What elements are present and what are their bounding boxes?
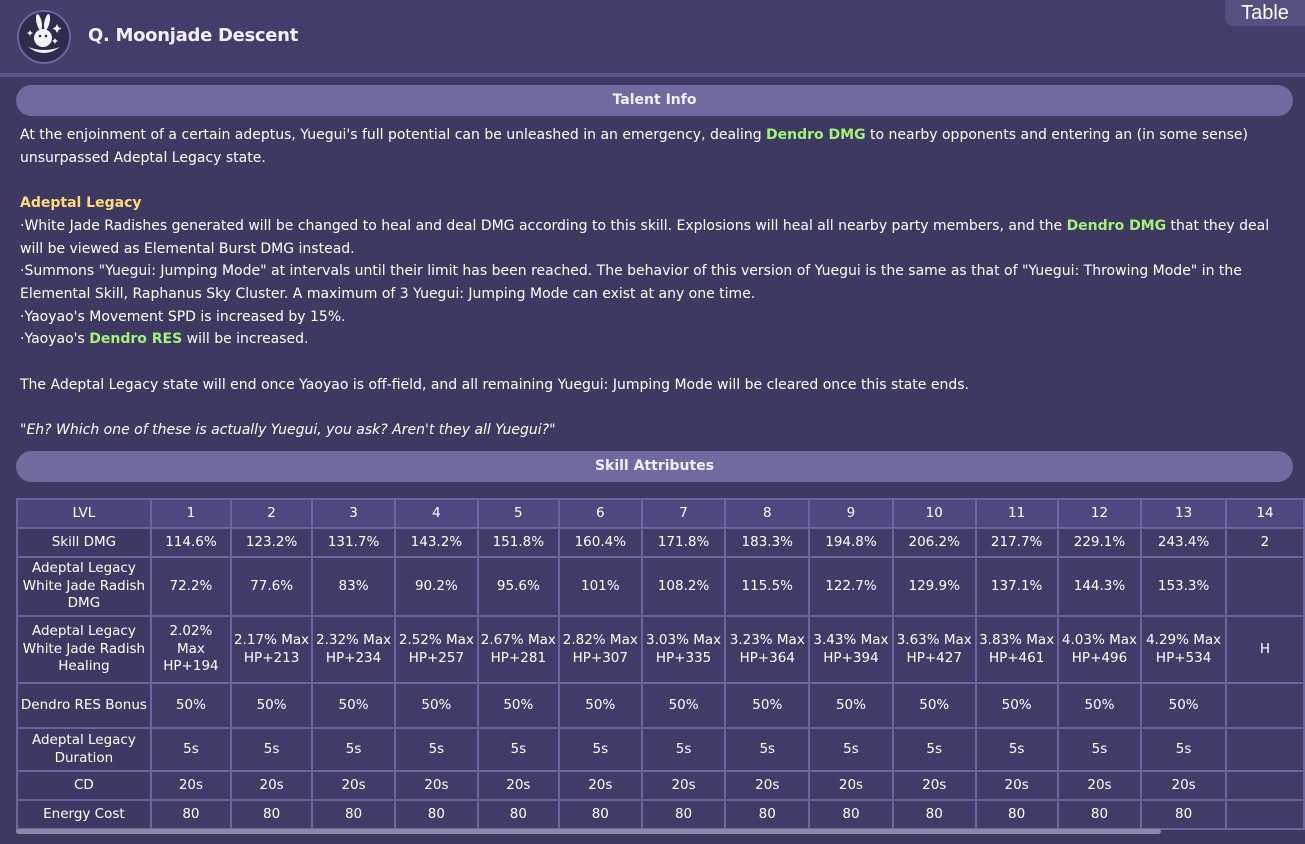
table-cell: 5s xyxy=(893,728,976,771)
table-header-row xyxy=(17,499,1304,528)
table-row xyxy=(17,771,1304,800)
table-cell: 131.7% xyxy=(312,528,395,557)
level-header-cell: 10 xyxy=(893,499,976,528)
table-cell: 50% xyxy=(1141,683,1226,728)
table-cell: 5s xyxy=(1141,728,1226,771)
table-cell: 72.2% xyxy=(151,557,231,616)
table-cell: 20s xyxy=(312,771,395,800)
table-cell: 217.7% xyxy=(976,528,1058,557)
table-cell: 20s xyxy=(151,771,231,800)
table-cell: 80 xyxy=(809,800,893,829)
skill-attributes-table-container[interactable] xyxy=(16,498,1305,830)
table-cell: 20s xyxy=(893,771,976,800)
dendro-res-keyword: Dendro RES xyxy=(89,331,183,348)
table-cell: 114.6% xyxy=(151,528,231,557)
bullet-4-text-end: will be increased. xyxy=(182,331,309,348)
talent-description xyxy=(20,124,1290,442)
table-cell xyxy=(1226,771,1304,800)
table-cell xyxy=(1226,800,1304,829)
table-cell: 50% xyxy=(1058,683,1142,728)
skill-attributes-table xyxy=(16,498,1305,830)
table-cell: 5s xyxy=(312,728,395,771)
legacy-bullet-2: ·Summons "Yuegui: Jumping Mode" at intervals until their limit has been reached. The behavior of this version of Yuegui is the same as that of "Yuegui: Throwing Mode" in the Elemental Skill, Raphanus Sky Cluster. A maximum of 3 Yuegui: Jumping Mode can exist at any one time. xyxy=(20,263,1242,302)
table-cell: 5s xyxy=(642,728,726,771)
horizontal-scrollbar[interactable] xyxy=(16,829,1161,834)
level-header-cell: 13 xyxy=(1141,499,1226,528)
table-cell: 80 xyxy=(559,800,642,829)
talent-paragraph-intro xyxy=(20,124,1290,169)
skill-attributes-heading: Skill Attributes xyxy=(16,451,1293,482)
table-cell: 83% xyxy=(312,557,395,616)
table-cell: 151.8% xyxy=(478,528,559,557)
adeptal-legacy-heading: Adeptal Legacy xyxy=(20,195,142,212)
level-header-cell: 7 xyxy=(642,499,726,528)
table-cell: 20s xyxy=(976,771,1058,800)
row-label: CD xyxy=(17,771,151,800)
row-label: Skill DMG xyxy=(17,528,151,557)
table-cell: 50% xyxy=(151,683,231,728)
table-cell: 20s xyxy=(1141,771,1226,800)
row-label: Adeptal Legacy White Jade Radish DMG xyxy=(17,557,151,616)
level-header-cell: 9 xyxy=(809,499,893,528)
table-cell: 5s xyxy=(809,728,893,771)
bullet-1-text-end: that they deal will be viewed as Elemental Burst DMG instead. xyxy=(20,217,1270,257)
table-cell: 153.3% xyxy=(1141,557,1226,616)
table-row xyxy=(17,528,1304,557)
table-cell: 108.2% xyxy=(642,557,726,616)
table-cell: 20s xyxy=(725,771,809,800)
table-cell: 80 xyxy=(231,800,312,829)
table-cell: 194.8% xyxy=(809,528,893,557)
table-cell: 2.17% Max HP+213 xyxy=(231,616,312,683)
table-cell: 2 xyxy=(1226,528,1304,557)
table-cell: 3.43% Max HP+394 xyxy=(809,616,893,683)
table-cell: 2.82% Max HP+307 xyxy=(559,616,642,683)
table-cell: 80 xyxy=(642,800,726,829)
table-cell: 3.83% Max HP+461 xyxy=(976,616,1058,683)
table-cell: 5s xyxy=(151,728,231,771)
talent-quote: "Eh? Which one of these is actually Yuegui, you ask? Aren't they all Yuegui?" xyxy=(20,422,556,439)
table-cell: 243.4% xyxy=(1141,528,1226,557)
dendro-dmg-keyword: Dendro DMG xyxy=(1066,217,1167,234)
level-header-cell: 1 xyxy=(151,499,231,528)
table-cell: 2.02% Max HP+194 xyxy=(151,616,231,683)
table-cell: 80 xyxy=(151,800,231,829)
dendro-dmg-keyword: Dendro DMG xyxy=(766,127,866,143)
table-cell: 4.03% Max HP+496 xyxy=(1058,616,1142,683)
table-cell: 206.2% xyxy=(893,528,976,557)
intro-text-end: to nearby opponents and entering an (in some sense) unsurpassed Adeptal Legacy state. xyxy=(20,127,1249,166)
intro-text: At the enjoinment of a certain adeptus, Yuegui's full potential can be unleashed in an emergency, dealing xyxy=(20,127,767,143)
table-row xyxy=(17,616,1304,683)
table-cell: 50% xyxy=(893,683,976,728)
table-row xyxy=(17,728,1304,771)
talent-icon xyxy=(17,10,71,64)
table-cell: 5s xyxy=(976,728,1058,771)
table-cell: 95.6% xyxy=(478,557,559,616)
table-cell: 5s xyxy=(1058,728,1142,771)
table-cell: 80 xyxy=(478,800,559,829)
tab-table[interactable]: Table xyxy=(1225,0,1305,26)
level-header-cell: 2 xyxy=(231,499,312,528)
table-row xyxy=(17,800,1304,829)
table-cell: 20s xyxy=(642,771,726,800)
table-cell xyxy=(1226,557,1304,616)
table-cell: 50% xyxy=(976,683,1058,728)
table-cell: 2.67% Max HP+281 xyxy=(478,616,559,683)
table-cell: 137.1% xyxy=(976,557,1058,616)
row-label: Adeptal Legacy Duration xyxy=(17,728,151,771)
table-cell: 4.29% Max HP+534 xyxy=(1141,616,1226,683)
level-header-cell: 12 xyxy=(1058,499,1142,528)
table-cell: 80 xyxy=(976,800,1058,829)
table-cell: 80 xyxy=(1058,800,1142,829)
table-row xyxy=(17,557,1304,616)
table-cell xyxy=(1226,683,1304,728)
table-cell: 80 xyxy=(725,800,809,829)
table-cell: 5s xyxy=(559,728,642,771)
table-cell: 20s xyxy=(395,771,478,800)
legacy-end-text: The Adeptal Legacy state will end once Yaoyao is off-field, and all remaining Yuegui: Jumping Mode will be cleared once this state ends. xyxy=(20,376,969,393)
level-header-cell: 11 xyxy=(976,499,1058,528)
table-cell: 5s xyxy=(231,728,312,771)
table-cell: 160.4% xyxy=(559,528,642,557)
level-header-cell: 8 xyxy=(725,499,809,528)
bullet-1-text: ·White Jade Radishes generated will be changed to heal and deal DMG according to this skill. Explosions will heal all nearby party members, and the xyxy=(20,217,1067,234)
level-header-cell: 6 xyxy=(559,499,642,528)
table-cell: 20s xyxy=(559,771,642,800)
table-cell: 183.3% xyxy=(725,528,809,557)
table-cell: 144.3% xyxy=(1058,557,1142,616)
table-cell: 80 xyxy=(312,800,395,829)
table-cell: 229.1% xyxy=(1058,528,1142,557)
legacy-bullet-4 xyxy=(20,328,1290,351)
table-cell: 5s xyxy=(395,728,478,771)
table-cell: 50% xyxy=(809,683,893,728)
level-header-cell: 3 xyxy=(312,499,395,528)
row-label: Adeptal Legacy White Jade Radish Healing xyxy=(17,616,151,683)
table-cell: H xyxy=(1226,616,1304,683)
table-cell: 50% xyxy=(725,683,809,728)
level-header-cell: 4 xyxy=(395,499,478,528)
row-label: Energy Cost xyxy=(17,800,151,829)
table-cell: 50% xyxy=(478,683,559,728)
table-cell: 122.7% xyxy=(809,557,893,616)
table-cell: 123.2% xyxy=(231,528,312,557)
table-cell: 77.6% xyxy=(231,557,312,616)
table-header-label: LVL xyxy=(17,499,151,528)
table-cell: 101% xyxy=(559,557,642,616)
table-cell: 143.2% xyxy=(395,528,478,557)
table-cell: 50% xyxy=(642,683,726,728)
row-label: Dendro RES Bonus xyxy=(17,683,151,728)
table-cell: 50% xyxy=(312,683,395,728)
table-cell: 129.9% xyxy=(893,557,976,616)
table-cell: 5s xyxy=(478,728,559,771)
table-cell: 50% xyxy=(395,683,478,728)
table-cell: 3.63% Max HP+427 xyxy=(893,616,976,683)
level-header-cell: 14 xyxy=(1226,499,1304,528)
table-cell: 50% xyxy=(231,683,312,728)
level-header-cell: 5 xyxy=(478,499,559,528)
table-cell: 80 xyxy=(1141,800,1226,829)
talent-info-heading: Talent Info xyxy=(16,85,1293,116)
table-cell: 3.03% Max HP+335 xyxy=(642,616,726,683)
table-cell: 3.23% Max HP+364 xyxy=(725,616,809,683)
table-cell: 5s xyxy=(725,728,809,771)
table-cell: 2.52% Max HP+257 xyxy=(395,616,478,683)
table-cell: 80 xyxy=(395,800,478,829)
page-title: Q. Moonjade Descent xyxy=(88,25,299,46)
legacy-bullet-3: ·Yaoyao's Movement SPD is increased by 15%. xyxy=(20,308,346,325)
table-cell: 115.5% xyxy=(725,557,809,616)
table-cell: 20s xyxy=(809,771,893,800)
table-cell xyxy=(1226,728,1304,771)
table-cell: 50% xyxy=(559,683,642,728)
table-cell: 20s xyxy=(478,771,559,800)
table-row xyxy=(17,683,1304,728)
table-cell: 20s xyxy=(1058,771,1142,800)
table-cell: 80 xyxy=(893,800,976,829)
header xyxy=(0,0,1305,77)
legacy-bullet-1 xyxy=(20,215,1290,260)
bullet-4-text: ·Yaoyao's xyxy=(20,331,90,348)
table-cell: 171.8% xyxy=(642,528,726,557)
table-cell: 2.32% Max HP+234 xyxy=(312,616,395,683)
table-cell: 90.2% xyxy=(395,557,478,616)
table-cell: 20s xyxy=(231,771,312,800)
